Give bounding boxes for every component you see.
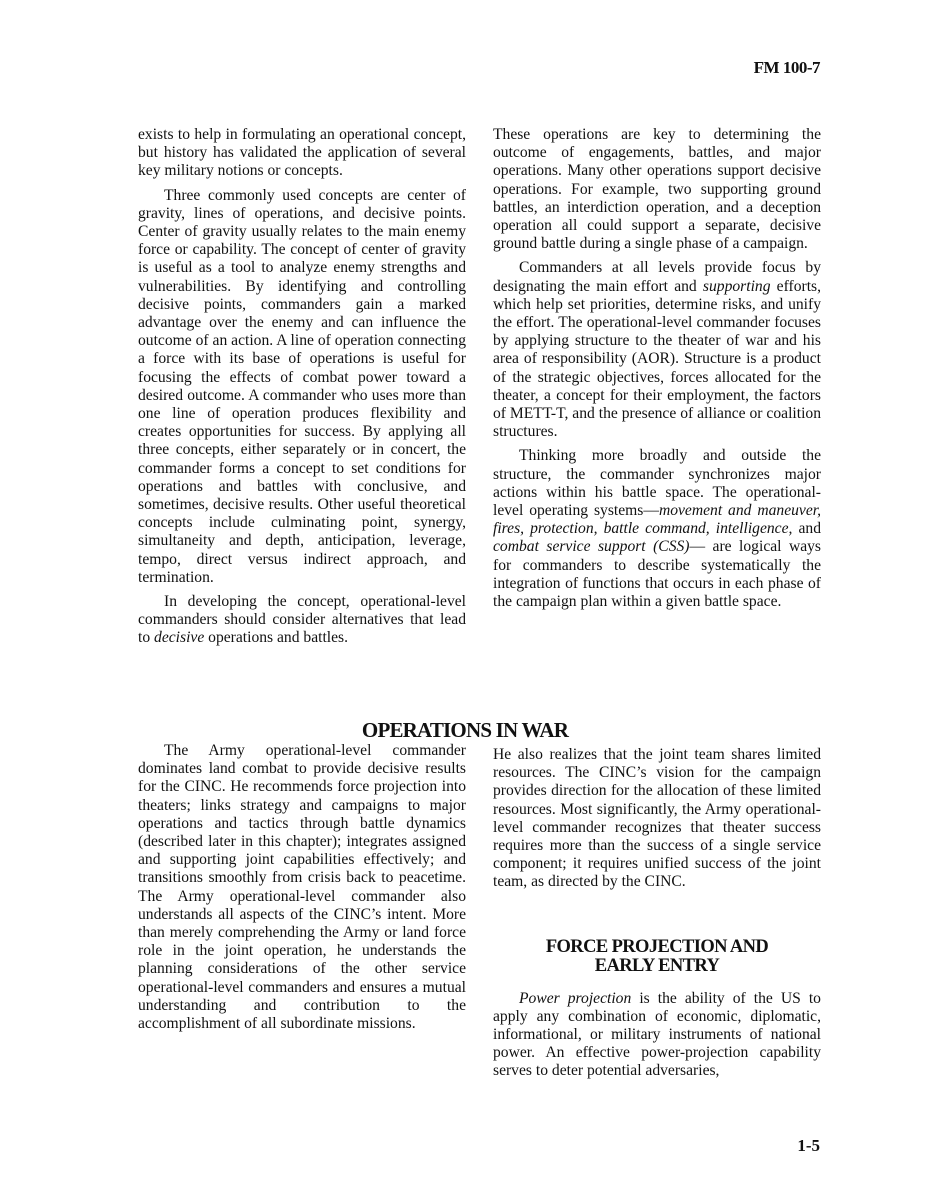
paragraph: exists to help in formulating an operational concept, but history has validated the application of several key military notions or concepts. xyxy=(138,126,466,180)
column-top-left xyxy=(138,126,466,654)
text-run: Commanders at all levels provide focus by designating the main effort and xyxy=(493,259,821,295)
paragraph xyxy=(138,593,466,648)
page-number: 1-5 xyxy=(797,1136,820,1155)
text-run: — are logical ways for commanders to describe systematically the integration of functions that occurs in each phase of the campaign plan within a given battle space. xyxy=(493,538,822,611)
emphasis: movement and maneuver, fires, protection, battle command, intelligence, xyxy=(493,502,821,538)
subsection-title-line: FORCE PROJECTION AND xyxy=(545,936,769,957)
section-title: OPERATIONS IN WAR xyxy=(361,718,569,742)
emphasis: decisive xyxy=(154,629,205,647)
text-run: operations and battles. xyxy=(204,629,349,647)
column-top-right xyxy=(493,126,821,617)
paragraph xyxy=(493,990,821,1081)
emphasis: combat service support (CSS) xyxy=(493,538,690,556)
emphasis: supporting xyxy=(702,277,771,295)
column-bottom-left xyxy=(138,742,466,1039)
paragraph: These operations are key to determining the outcome of engagements, battles, and major operations. Many other operations support decisive operations. For example, two supporting ground battles, an interdiction operation, and a deception operation all could support a separate, decisive ground battle during a single phase of a campaign. xyxy=(493,126,821,253)
document-id: FM 100-7 xyxy=(753,58,820,77)
text-run: is the ability of the US to apply any combination of economic, diplomatic, informational, or military instruments of national power. An effective power-projection capability serves to deter potential adversaries, xyxy=(493,989,821,1080)
text-run: In developing the concept, operational-level commanders should consider alternatives that lead to xyxy=(138,593,466,647)
paragraph: He also realizes that the joint team shares limited resources. The CINC’s vision for the campaign provides direction for the allocation of these limited resources. Most significantly, the Army operational-level commander recognizes that theater success requires more than the success of a single service component; it requires unified success of the joint team, as directed by the CINC. xyxy=(493,746,821,891)
text-run: efforts, which help set priorities, determine risks, and unify the effort. The operational-level commander focuses by applying structure to the theater of war and his area of responsibility (AOR). Structure is a product of the strategic objectives, forces allocated for the theater, a concept for their employment, the factors of METT-T, and the presence of alliance or coalition structures. xyxy=(493,277,821,441)
text-run: Thinking more broadly and outside the structure, the commander synchronizes major actions within his battle space. The operational-level operating systems— xyxy=(493,447,821,520)
paragraph xyxy=(493,259,821,441)
text-run: and xyxy=(792,520,821,538)
emphasis: Power projection xyxy=(519,989,632,1007)
paragraph xyxy=(493,447,821,611)
paragraph: The Army operational-level commander dominates land combat to provide decisive results for the CINC. He recommends force projection into theaters; links strategy and campaigns to major operations and tactics through battle dynamics (described later in this chapter); integrates assigned and supporting joint capabilities effectively; and transitions smoothly from crisis back to peacetime. The Army operational-level commander also understands all aspects of the CINC’s intent. More than merely comprehending the Army or land force role in the joint operation, he understands the planning considerations of the other service operational-level commanders and ensures a mutual understanding and contribution to the accomplishment of all subordinate missions. xyxy=(138,742,466,1033)
paragraph: Three commonly used concepts are center of gravity, lines of operations, and decisive points. Center of gravity usually relates to the main enemy force or capability. The concept of center of gravity is useful as a tool to analyze enemy strengths and vulnerabilities. By identifying and controlling decisive points, commanders gain a marked advantage over the enemy and can influence the outcome of an action. A line of operation connecting a force with its base of operations is useful for focusing the effects of combat power toward a desired outcome. A commander who uses more than one line of operation produces flexibility and creates opportunities for success. By applying all three concepts, either separately or in concert, the commander forms a concept to set conditions for operations and battles with conclusive, and sometimes, decisive results. Other useful theoretical concepts include culminating point, synergy, simultaneity and depth, anticipation, leverage, tempo, direct versus indirect approach, and termination. xyxy=(138,186,466,586)
subsection-title xyxy=(493,938,821,976)
subsection-title-line: EARLY ENTRY xyxy=(594,955,720,976)
column-bottom-right xyxy=(493,746,821,1087)
